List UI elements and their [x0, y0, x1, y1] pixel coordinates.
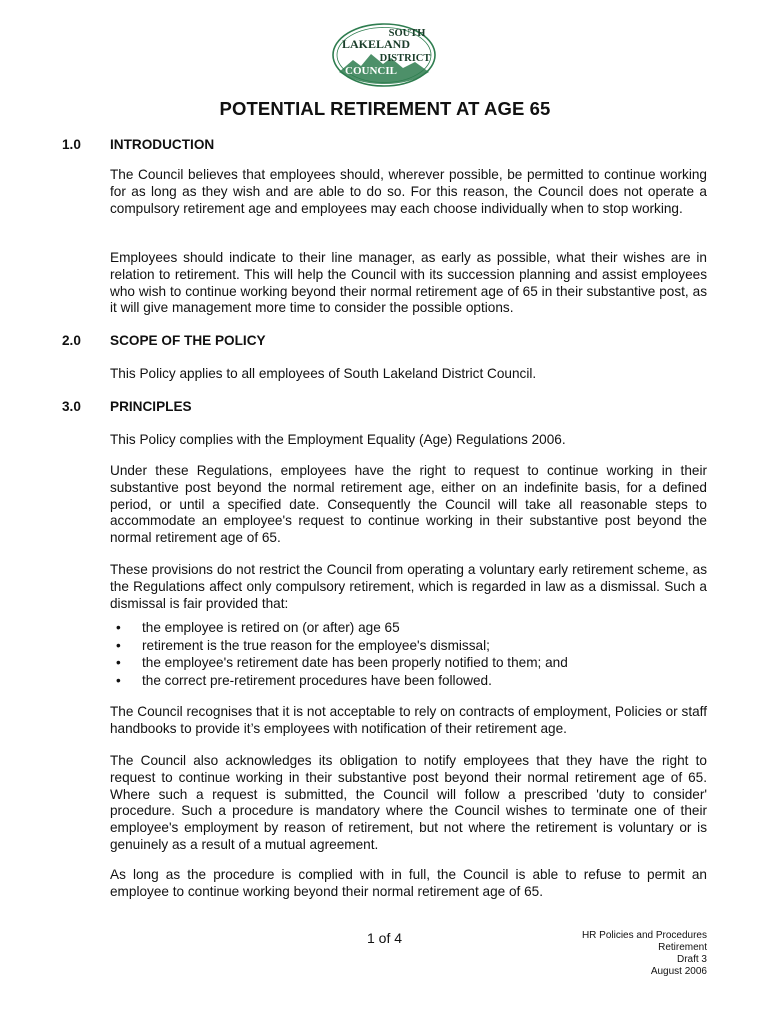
section-3-paragraph-3: These provisions do not restrict the Council from operating a voluntary early retirement scheme, as the Regulations affect only compulsory retirement, which is regarded in law as a dismissal. Such a dismissal is fair provided that:	[110, 562, 707, 611]
document-title: POTENTIAL RETIREMENT AT AGE 65	[219, 98, 551, 119]
section-3-paragraph-5: The Council also acknowledges its obligation to notify employees that they have the right to request to continue working in their substantive post beyond their normal retirement age of 65. Where such a request is submitted, the Council will follow a prescribed 'duty to consider' procedure. Such a procedure is mandatory where the Council wishes to terminate one of their employee's employment by reason of retirement, but not where the retirement is voluntary or is genuinely as a result of a mutual agreement.	[110, 753, 707, 852]
footer-line-draft: Draft 3	[676, 954, 707, 965]
list-item-text: retirement is the true reason for the employee's dismissal;	[142, 637, 490, 653]
list-item-text: the employee's retirement date has been properly notified to them; and	[142, 655, 568, 670]
retirement-conditions-list	[110, 619, 710, 689]
section-2-paragraph-1: This Policy applies to all employees of South Lakeland District Council.	[110, 366, 537, 381]
page-number: 1 of 4	[367, 930, 403, 946]
section-1-number: 1.0	[62, 137, 81, 152]
section-3-number: 3.0	[62, 399, 81, 414]
section-2-number: 2.0	[62, 333, 81, 348]
section-1-heading: INTRODUCTION	[110, 137, 215, 152]
list-item	[110, 637, 710, 655]
list-item	[110, 619, 710, 637]
bullet-icon: •	[116, 655, 121, 670]
bullet-icon: •	[116, 620, 121, 635]
bullet-icon: •	[116, 672, 121, 688]
section-3-paragraph-4: The Council recognises that it is not acceptable to rely on contracts of employment, Policies or staff handbooks to provide it’s employees with notification of their retirement age.	[110, 704, 707, 736]
logo-line-district: DISTRICT	[379, 53, 431, 64]
section-3-paragraph-2: Under these Regulations, employees have the right to request to continue working in their substantive post beyond the normal retirement age, either on an indefinite basis, for a defined period, or until a specified date. Consequently the Council will take all reasonable steps to accommodate an employee's request to continue working in their substantive post beyond the normal retirement age of 65.	[110, 463, 707, 546]
list-item	[110, 654, 710, 672]
section-1-paragraph-1: The Council believes that employees should, wherever possible, be permitted to continue working for as long as they wish and are able to do so. For this reason, the Council does not operate a compulsory retirement age and employees may each choose individually when to stop working.	[110, 167, 707, 216]
logo-line-council: COUNCIL	[345, 65, 397, 77]
footer-line-topic: Retirement	[658, 942, 707, 953]
list-item-text: the employee is retired on (or after) age 65	[142, 620, 400, 635]
list-item	[110, 672, 710, 690]
section-1-paragraph-2: Employees should indicate to their line manager, as early as possible, what their wishes are in relation to retirement. This will help the Council with its succession planning and assist employees who wish to continue working beyond their normal retirement age of 65 in their substantive post, as it will give management more time to consider the possible options.	[110, 250, 707, 316]
logo-line-south: SOUTH	[388, 28, 426, 39]
section-3-paragraph-1: This Policy complies with the Employment Equality (Age) Regulations 2006.	[110, 432, 566, 447]
section-3-paragraph-6: As long as the procedure is complied with in full, the Council is able to refuse to permit an employee to continue working beyond their normal retirement age of 65.	[110, 867, 707, 899]
footer-meta	[582, 930, 707, 978]
footer-line-policies: HR Policies and Procedures	[581, 930, 707, 941]
council-logo	[331, 22, 437, 88]
section-3-heading: PRINCIPLES	[110, 399, 192, 414]
logo-line-lakeland: LAKELAND	[341, 37, 411, 51]
footer-line-date: August 2006	[650, 966, 707, 977]
list-item-text: the correct pre-retirement procedures have been followed.	[142, 672, 492, 688]
bullet-icon: •	[116, 637, 121, 653]
section-2-heading: SCOPE OF THE POLICY	[110, 333, 266, 348]
